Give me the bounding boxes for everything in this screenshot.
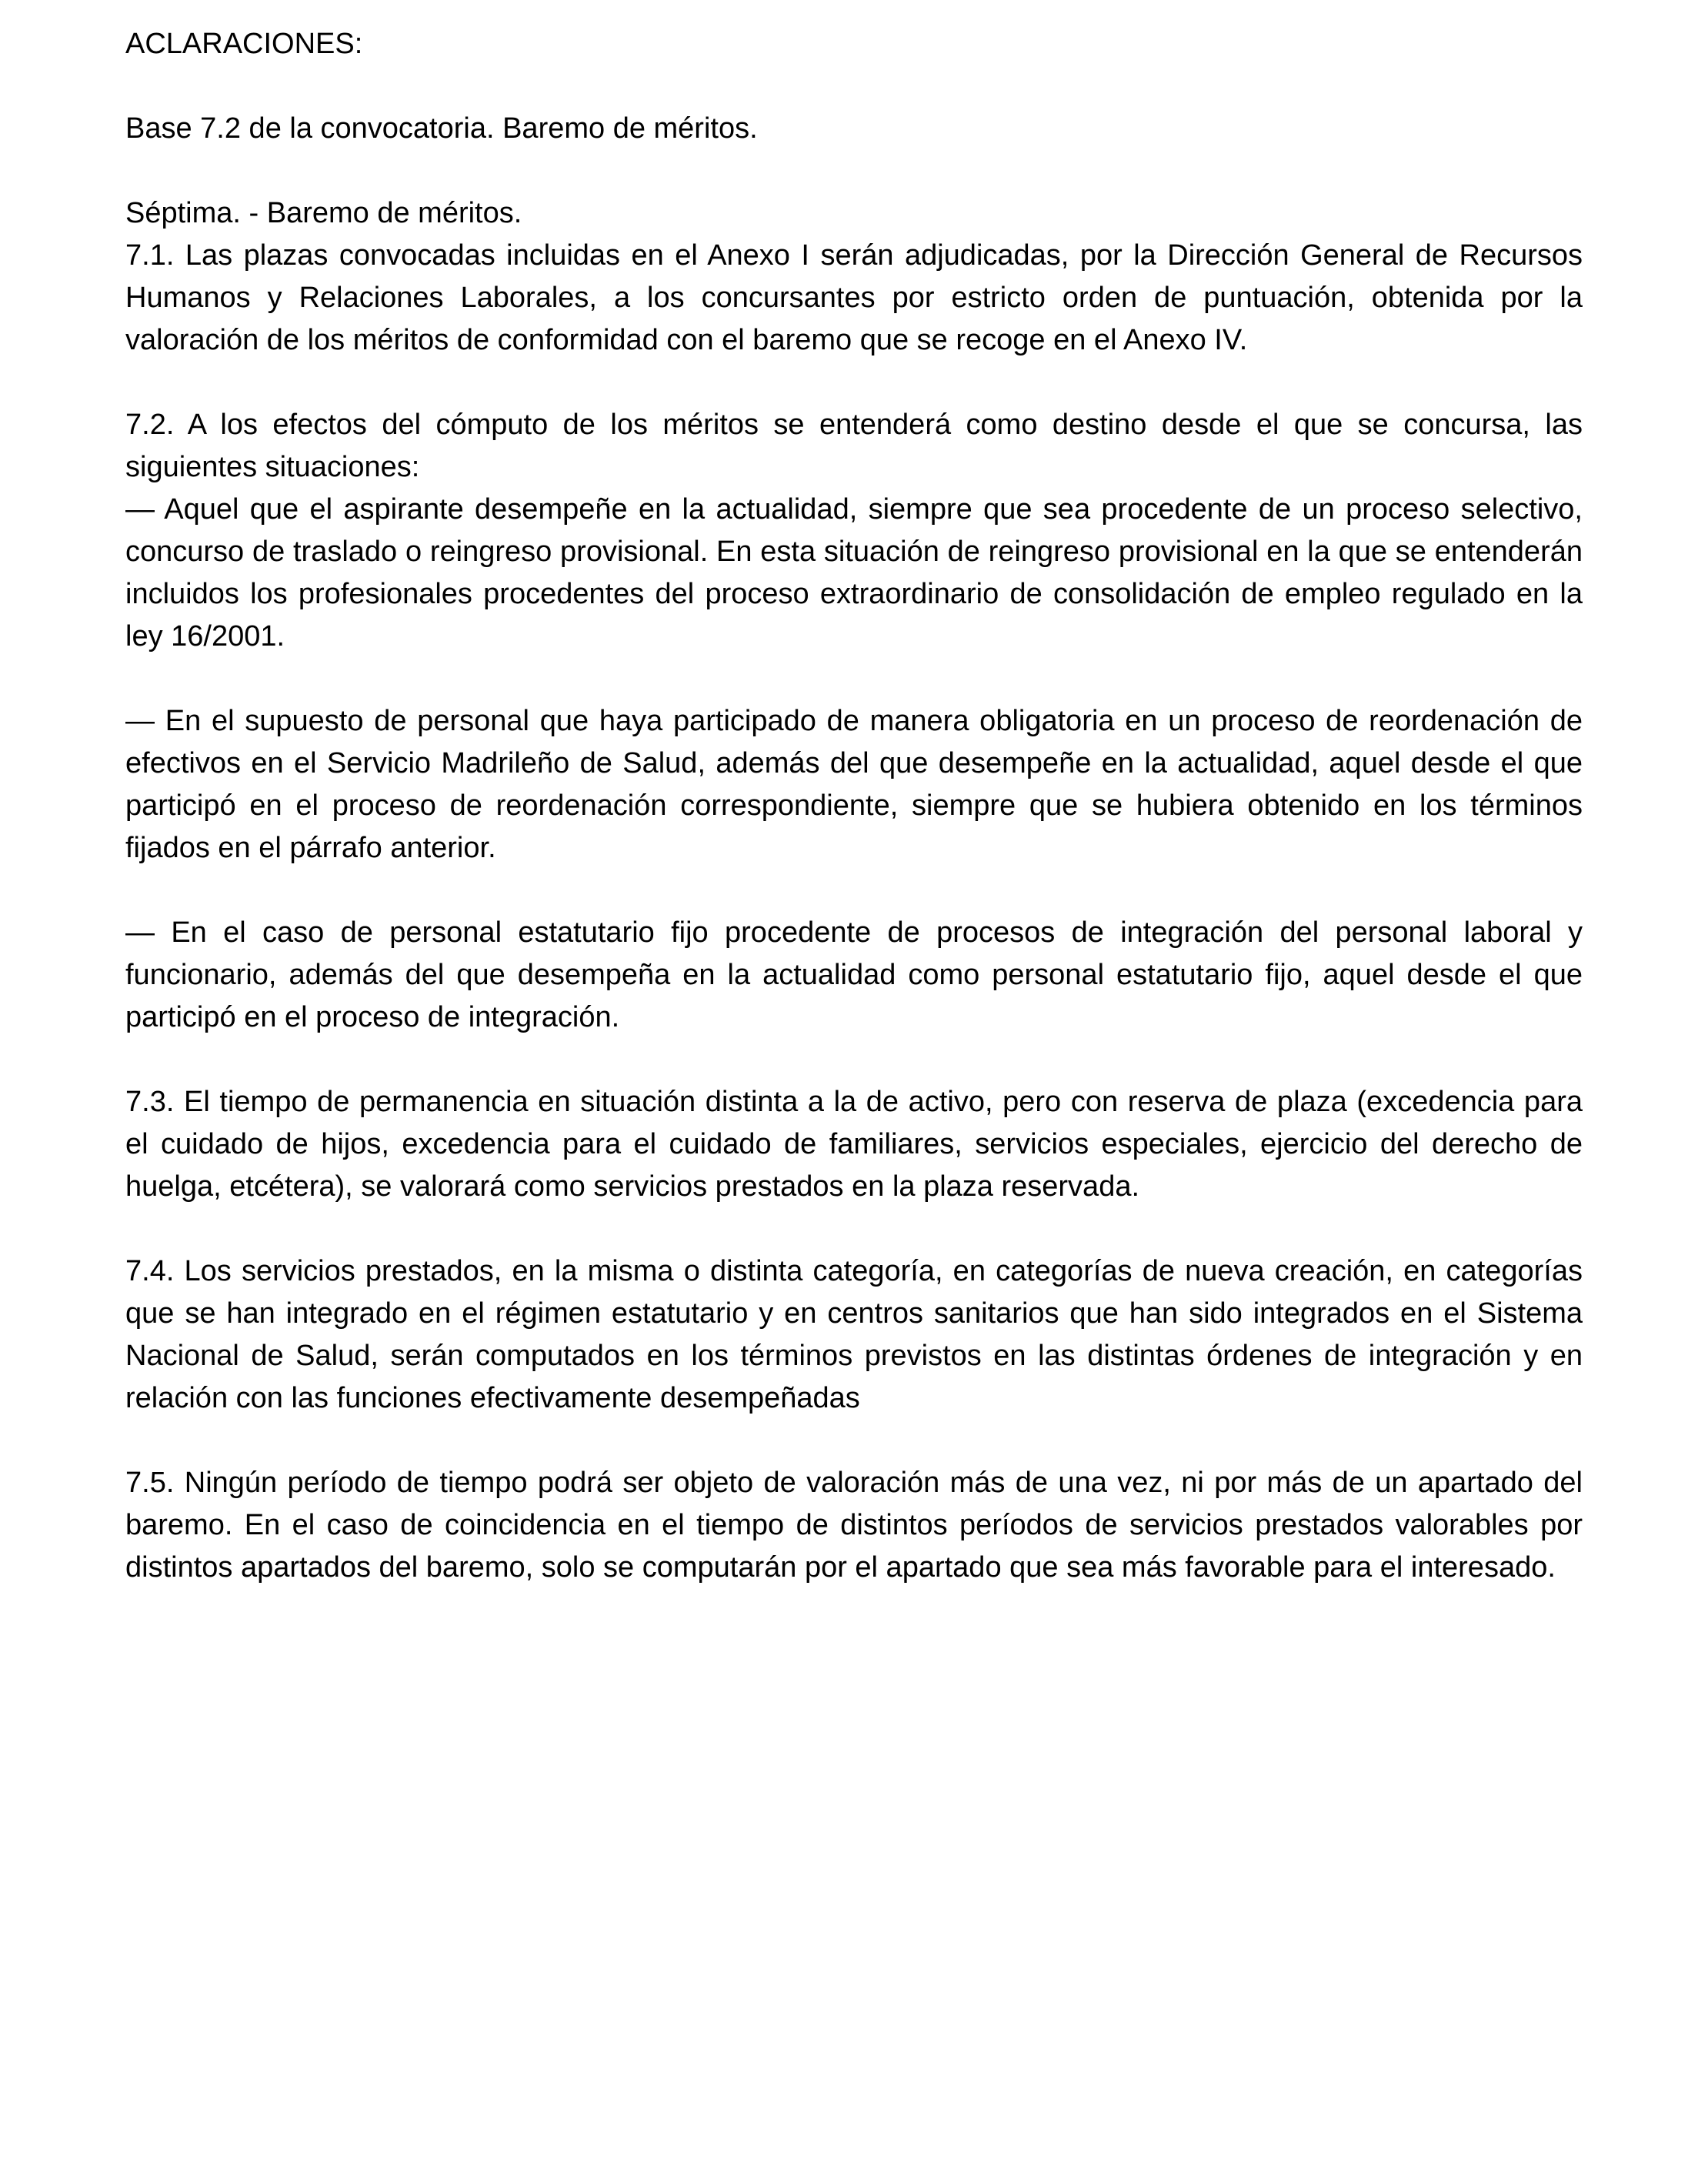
document-title: ACLARACIONES: xyxy=(125,28,363,60)
section-7-3-block xyxy=(125,1081,1583,1208)
clause-7-1: 7.1. Las plazas convocadas incluidas en el Anexo I serán adjudicadas, por la Dirección General de Recursos Humanos y Relaciones Laborales, a los concursantes por estricto orden de puntuación, obtenida por la valoración de los méritos de conformidad con el baremo que se recoge en el Anexo IV. xyxy=(125,239,1583,356)
clause-7-3: 7.3. El tiempo de permanencia en situación distinta a la de activo, pero con reserva de plaza (excedencia para el cuidado de hijos, excedencia para el cuidado de familiares, servicios especiales, ejercicio del derecho de huelga, etcétera), se valorará como servicios prestados en la plaza reservada. xyxy=(125,1086,1583,1203)
section-7-4-block xyxy=(125,1250,1583,1420)
section-7-2-item-3-block xyxy=(125,912,1583,1039)
reference-block xyxy=(125,108,1583,150)
clause-7-2-item-1: — Aquel que el aspirante desempeñe en la actualidad, siempre que sea procedente de un proceso selectivo, concurso de traslado o reingreso provisional. En esta situación de reingreso provisional en la que se entenderán incluidos los profesionales procedentes del proceso extraordinario de consolidación de empleo regulado en la ley 16/2001. xyxy=(125,493,1583,653)
section-7-2-block xyxy=(125,404,1583,658)
section-7-2-item-2-block xyxy=(125,700,1583,870)
clause-reference: Base 7.2 de la convocatoria. Baremo de méritos. xyxy=(125,112,758,145)
section-7-1-block xyxy=(125,192,1583,362)
clause-7-4: 7.4. Los servicios prestados, en la misma o distinta categoría, en categorías de nueva creación, en categorías que se han integrado en el régimen estatutario y en centros sanitarios que han sido integrados en el Sistema Nacional de Salud, serán computados en los términos previstos en las distintas órdenes de integración y en relación con las funciones efectivamente desempeñadas xyxy=(125,1255,1583,1414)
clause-7-2-item-2: — En el supuesto de personal que haya participado de manera obligatoria en un proceso de reordenación de efectivos en el Servicio Madrileño de Salud, además del que desempeñe en la actualidad, aquel desde el que participó en el proceso de reordenación correspondiente, siempre que se hubiera obtenido en los términos fijados en el párrafo anterior. xyxy=(125,705,1583,864)
clause-7-2-item-3: — En el caso de personal estatutario fijo procedente de procesos de integración del personal laboral y funcionario, además del que desempeña en la actualidad como personal estatutario fijo, aquel desde el que participó en el proceso de integración. xyxy=(125,916,1583,1033)
clause-7-2-intro: 7.2. A los efectos del cómputo de los méritos se entenderá como destino desde el que se concursa, las siguientes situaciones: xyxy=(125,409,1583,483)
title-block xyxy=(125,23,1583,65)
section-7-5-block xyxy=(125,1462,1583,1589)
section-heading: Séptima. - Baremo de méritos. xyxy=(125,197,522,229)
clause-7-5: 7.5. Ningún período de tiempo podrá ser objeto de valoración más de una vez, ni por más de un apartado del baremo. En el caso de coincidencia en el tiempo de distintos períodos de servicios prestados valorables por distintos apartados del baremo, solo se computarán por el apartado que sea más favorable para el interesado. xyxy=(125,1467,1583,1584)
